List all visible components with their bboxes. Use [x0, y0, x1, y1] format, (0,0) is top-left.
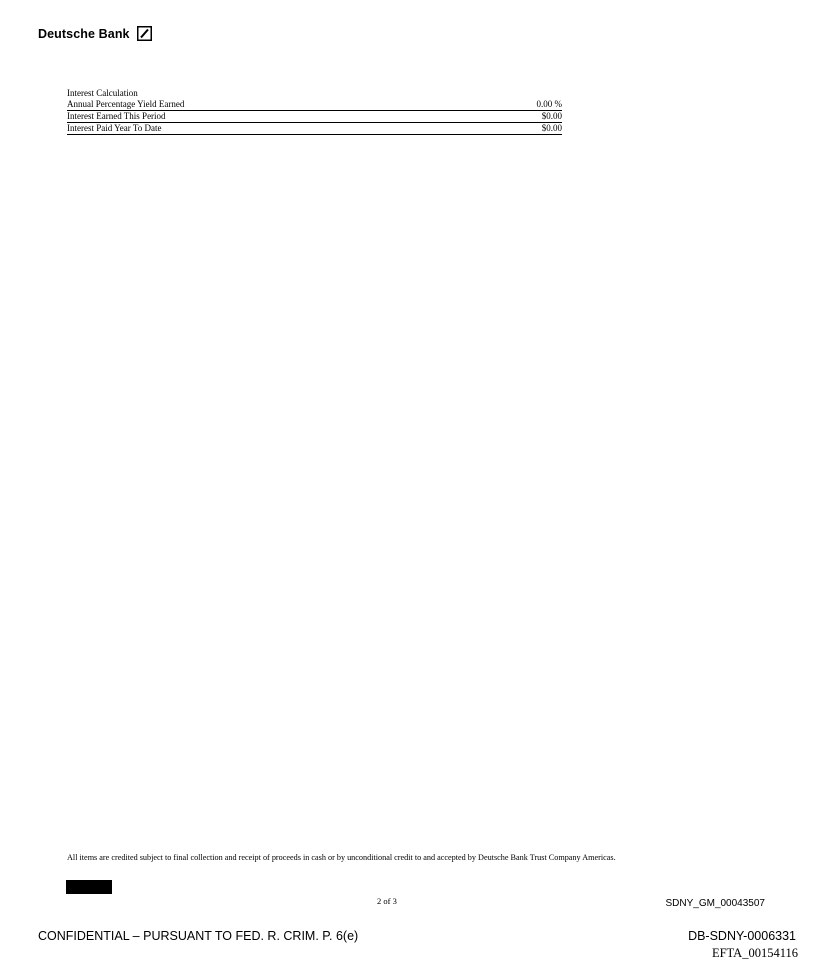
bank-logo [38, 26, 152, 41]
interest-row-value: $0.00 [541, 111, 562, 121]
page-number: 2 of 3 [377, 896, 397, 906]
interest-row-label: Interest Paid Year To Date [67, 123, 162, 133]
confidentiality-notice: CONFIDENTIAL – PURSUANT TO FED. R. CRIM. P. 6(e) [38, 929, 359, 943]
interest-row-label: Annual Percentage Yield Earned [67, 99, 185, 109]
interest-calculation-title: Interest Calculation [67, 88, 138, 98]
bates-number-gm: SDNY_GM_00043507 [665, 898, 765, 909]
interest-calculation-table [67, 87, 562, 135]
bates-number-db: DB-SDNY-0006331 [688, 929, 796, 943]
interest-row-paid-ytd [67, 123, 562, 135]
redaction-block [66, 880, 112, 894]
credit-disclaimer: All items are credited subject to final collection and receipt of proceeds in cash or by unconditional credit to and accepted by Deutsche Bank Trust Company Americas. [67, 853, 616, 862]
efta-number: EFTA_00154116 [711, 946, 798, 960]
interest-row-label: Interest Earned This Period [67, 111, 166, 121]
interest-row-earned-period [67, 111, 562, 123]
interest-row-value: $0.00 [541, 123, 562, 133]
interest-row-value: 0.00 % [536, 99, 562, 109]
deutsche-bank-logo-icon [137, 26, 152, 41]
interest-row-apy [67, 99, 562, 111]
bank-name: Deutsche Bank [38, 26, 130, 41]
